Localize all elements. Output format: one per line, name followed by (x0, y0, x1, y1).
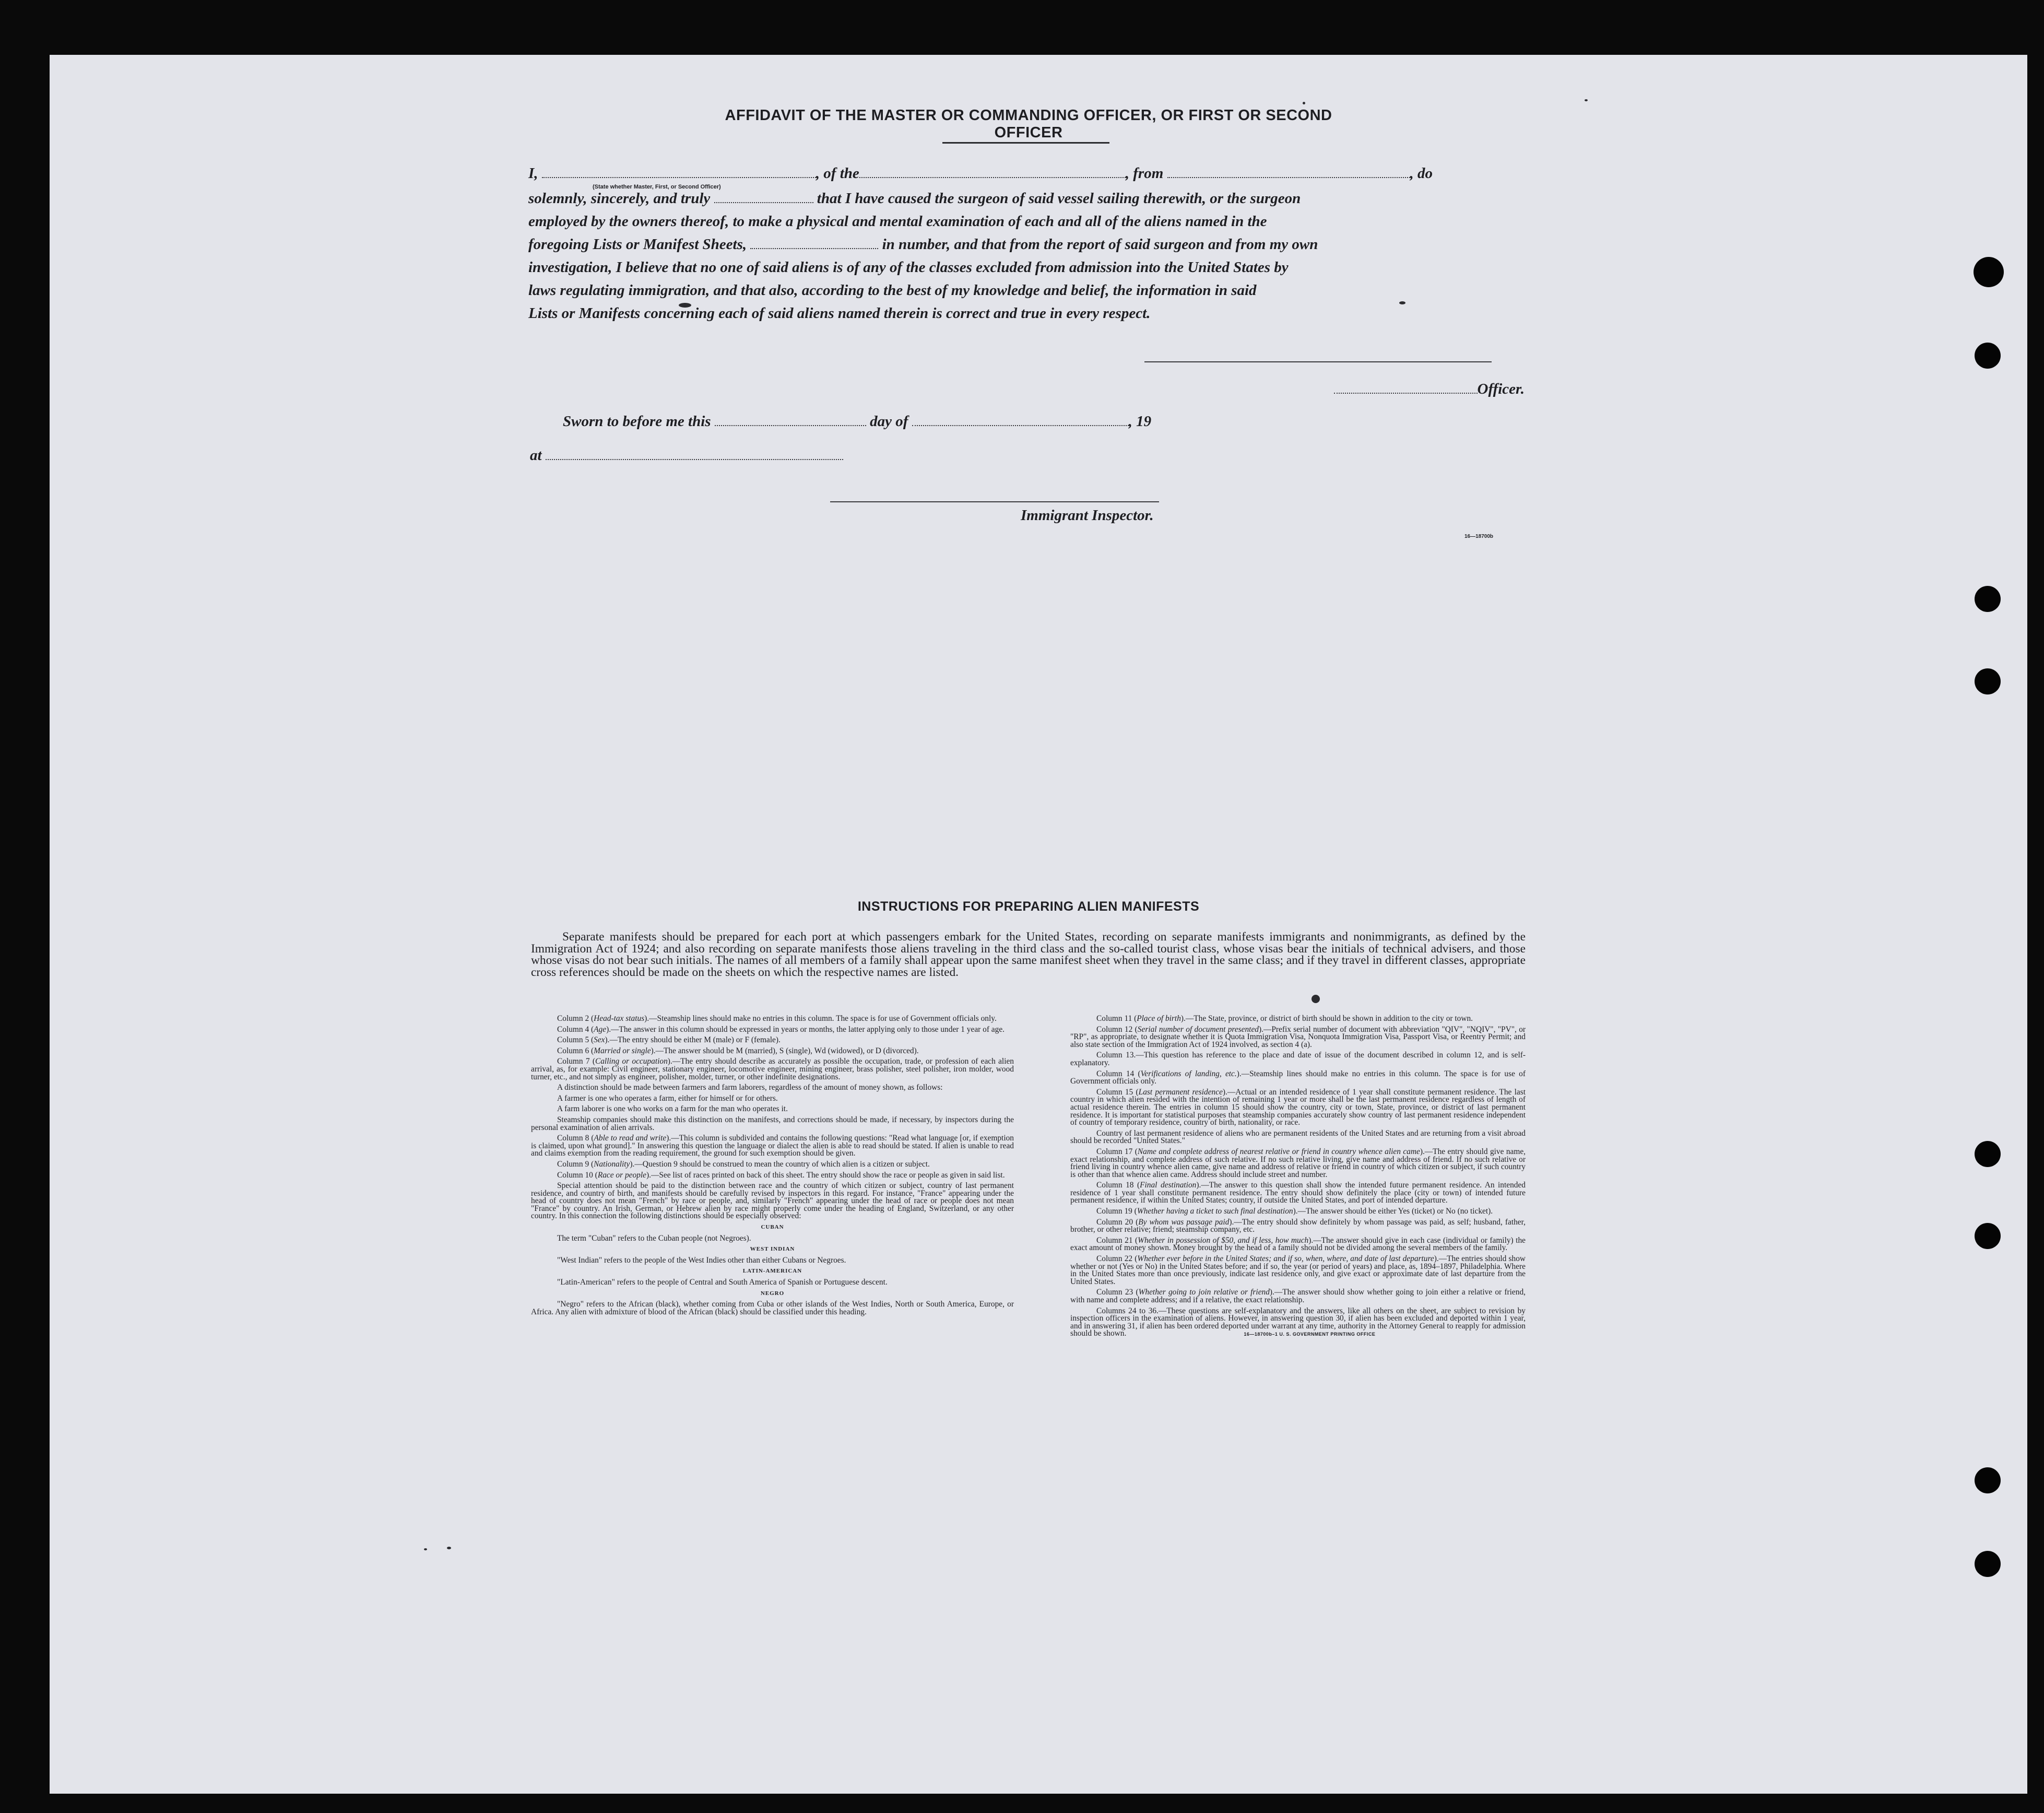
printing-office-footer: 16—18700b–1 U. S. GOVERNMENT PRINTING OFFICE (1244, 1332, 1376, 1337)
farm-laborer-definition: A farm laborer is one who works on a farm for the man who operates it. (557, 1104, 788, 1114)
column-12-instruction: Column 12 (Serial number of document presented).—Prefix serial number of document with abbreviation "QIV", "NQIV", "PV", or "RP", as appropriate, to designate whether it is Quota Immigration Visa, Nonquota Immigration Visa, Passport Visa, or Reentry Permit; and also state section of the Immigration Act of 1924 involved, as section 4 (a). (1070, 1025, 1526, 1049)
column-20-instruction: Column 20 (By whom was passage paid).—The entry should show definitely by whom passage was paid, as self; husband, father, brother, or other relative; friend; steamship company, etc. (1070, 1217, 1526, 1234)
column-22-instruction: Column 22 (Whether ever before in the United States; and if so, when, where, and date of last departure).—The entries should show whether or not (Yes or No) in the United States before; and if so, the year (or period of years) and place, as, 1894–1897, Philadelphia. Where in the United States more than once previously, indicate last residence only, and give exact or approximate date of last departure from the United States. (1070, 1254, 1526, 1286)
officer-rank-note: (State whether Master, First, or Second Officer) (593, 184, 721, 190)
sworn-day-field[interactable] (715, 411, 866, 426)
affidavit-line-6: laws regulating immigration, and that also, according to the best of my knowledge and belief, the information in said (528, 282, 1257, 299)
binder-hole (1975, 1467, 2001, 1493)
binder-hole (1975, 1551, 2001, 1577)
affidavit-text: solemnly, sincerely, and truly (528, 190, 711, 207)
instructions-intro: Separate manifests should be prepared for each port at which passengers embark for the United States, recording on separate manifests immigrants and nonimmigrants, as defined by the Immigration Act of 1924; and also recording on separate manifests those aliens traveling in the third class and the so-called tourist class, whose visas bear the initials of technical advisers, and those whose visas do not bear such initials. The names of all members of a family shall appear upon the same manifest sheet when they travel in the same class; and if they travel in different classes, appropriate cross references should be made on the sheets on which the respective names are listed. (531, 930, 1526, 979)
binder-hole (1975, 668, 2001, 694)
scan-speck (1312, 995, 1320, 1003)
binder-hole (1975, 343, 2001, 369)
scan-speck (447, 1547, 451, 1549)
form-number: 16—18700b (1464, 534, 1494, 539)
officer-name-field[interactable] (542, 163, 816, 178)
column-13-instruction: Column 13.—This question has reference to the place and date of issue of the document described in column 12, and is self-explanatory. (1070, 1051, 1526, 1067)
sworn-day-of: day of (870, 413, 908, 430)
heading-cuban: CUBAN (761, 1224, 784, 1231)
cuban-definition: The term "Cuban" refers to the Cuban people (not Negroes). (557, 1233, 751, 1243)
sheet-count-field[interactable] (750, 234, 878, 249)
west-indian-definition: "West Indian" refers to the people of the West Indies other than either Cubans or Negroes. (557, 1255, 846, 1265)
column-14-instruction: Column 14 (Verifications of landing, etc.).—Steamship lines should make no entries in this column. The space is for use of Government officials only. (1070, 1069, 1526, 1086)
column-23-instruction: Column 23 (Whether going to join relative or friend).—The answer should show whether going to join either a relative or friend, with name and complete address; and if a relative, the exact relationship. (1070, 1288, 1526, 1304)
special-attention-note: Special attention should be paid to the distinction between race and the country of which citizen or subject, country of last permanent residence, and country of birth, and manifests should be carefully revised by inspectors in this regard. For instance, "France" appearing under the head of country does not mean "French" by race or people, and, similarly "French" appearing under the head of race or people does not mean "France" by country. An Irish, German, or Hebrew alien by race might properly come under the heading of England, Switzerland, or any other country. In this connection the following distinctions should be especially observed: (531, 1181, 1014, 1221)
column-9-instruction: Column 9 (Nationality).—Question 9 should be construed to mean the country of which alien is a citizen or subject. (557, 1159, 930, 1169)
column-6-instruction: Column 6 (Married or single).—The answer should be M (married), S (single), Wd (widowed), or D (divorced). (557, 1046, 919, 1055)
scan-speck (424, 1548, 427, 1550)
country-residence-note: Country of last permanent residence of aliens who are permanent residents of the United States and are returning from a visit abroad should be recorded "United States." (1070, 1128, 1526, 1146)
affidavit-i: I, (528, 165, 538, 182)
at-place-field[interactable] (546, 445, 843, 460)
at-label: at (530, 447, 542, 464)
affidavit-line-2 (528, 187, 1526, 210)
affidavit-title: AFFIDAVIT OF THE MASTER OR COMMANDING OFFICER, OR FIRST OR SECOND OFFICER (725, 107, 1332, 141)
sworn-year: , 19 (1128, 413, 1152, 430)
column-17-instruction: Column 17 (Name and complete address of nearest relative or friend in country whence alien came).—The entry should give name, exact relationship, and complete address of such relative. If no such relative living, give name and address of friend. If no such relative or friend living in country whence alien came, give name and address of relative or friend in country of which citizen or subject, if such country is other than that whence alien came. Address should include street and number. (1070, 1147, 1526, 1179)
officer-label: Officer. (1477, 381, 1525, 397)
sworn-row (563, 410, 1151, 433)
column-8-instruction: Column 8 (Able to read and write).—This column is subdivided and contains the following questions: "Read what language [or, if exemption is claimed, upon what ground]." In answering this question the language or dialect the alien is able to read should be stated. If alien is unable to read and claims exemption from the reading requirement, the ground for such exemption should be given. (531, 1134, 1014, 1158)
affidavit-line-7: Lists or Manifests concerning each of said aliens named therein is correct and true in every respect. (528, 305, 1151, 322)
affidavit-text: foregoing Lists or Manifest Sheets, (528, 236, 747, 253)
affidavit-line-5: investigation, I believe that no one of said aliens is of any of the classes excluded from admission into the United States by (528, 259, 1289, 276)
farmer-definition: A farmer is one who operates a farm, either for himself or for others. (557, 1093, 778, 1103)
affidavit-line-3: employed by the owners thereof, to make a physical and mental examination of each and all of the aliens named in the (528, 213, 1267, 230)
officer-signature-field[interactable] (1334, 379, 1478, 394)
affidavit-line-4 (528, 233, 1526, 256)
column-5-instruction: Column 5 (Sex).—The entry should be either M (male) or F (female). (557, 1035, 781, 1045)
column-15-instruction: Column 15 (Last permanent residence).—Actual or an intended residence of 1 year shall constitute permanent residence. The last country in which alien resided with the intention of remaining 1 year or more shall be the last permanent residence regardless of length of actual residence therein. The entries in column 15 should show the country, city or town, State, province, or district of last permanent residence. It is important for statistical purposes that steamship companies accurately show country of last permanent residence independent of country of temporary residence, country of birth, nationality, or race. (1070, 1087, 1526, 1127)
instructions-title: INSTRUCTIONS FOR PREPARING ALIEN MANIFESTS (857, 899, 1200, 914)
affidavit-line-1 (528, 162, 1526, 185)
sworn-month-field[interactable] (912, 411, 1129, 426)
farmer-distinction: A distinction should be made between farmers and farm laborers, regardless of the amount of money shown, as follows: (557, 1083, 943, 1092)
column-4-instruction: Column 4 (Age).—The answer in this column should be expressed in years or months, the latter applying only to those under 1 year of age. (557, 1025, 1005, 1034)
inspector-label: Immigrant Inspector. (1021, 507, 1154, 524)
binder-hole (1974, 257, 2004, 287)
heading-west-indian: WEST INDIAN (750, 1246, 795, 1253)
scan-speck (1585, 99, 1588, 101)
column-2-instruction: Column 2 (Head-tax status).—Steamship lines should make no entries in this column. The space is for use of Government officials only. (557, 1014, 997, 1023)
instructions-left-column (531, 1015, 1014, 1319)
heading-latin-american: LATIN-AMERICAN (742, 1268, 802, 1275)
instructions-right-column (1070, 1015, 1526, 1341)
inspector-signature-line[interactable] (830, 501, 1159, 502)
from-port-field[interactable] (1167, 163, 1410, 178)
latin-american-definition: "Latin-American" refers to the people of Central and South America of Spanish or Portuguese descent. (557, 1278, 888, 1287)
title-rule (942, 142, 1109, 144)
column-19-instruction: Column 19 (Whether having a ticket to such final destination).—The answer should be either Yes (ticket) or No (no ticket). (1096, 1207, 1493, 1216)
at-row (530, 444, 843, 467)
column-11-instruction: Column 11 (Place of birth).—The State, province, or district of birth should be shown in addition to the city or town. (1096, 1014, 1473, 1023)
column-18-instruction: Column 18 (Final destination).—The answer to this question shall show the intended future permanent residence. An intended residence of 1 year shall constitute permanent residence. The entry should show definitely the place (city or town) of intended future permanent residence, if within the United States; country, if outside the United States, and port of intended departure. (1070, 1181, 1526, 1205)
column-7-instruction: Column 7 (Calling or occupation).—The entry should describe as accurately as possible the occupation, trade, or profession of each alien arrival, as, for example: Civil engineer, stationary engineer, locomotive engineer, mining engineer, brass polisher, steel polisher, iron molder, wood turner, etc., and not simply as engineer, polisher, molder, turner, or other indefinite designations. (531, 1057, 1014, 1081)
binder-hole (1975, 1223, 2001, 1249)
scan-speck (1303, 102, 1305, 104)
affidavit-from: , from (1125, 165, 1164, 182)
heading-negro: NEGRO (760, 1290, 785, 1297)
negro-definition: "Negro" refers to the African (black), whether coming from Cuba or other islands of the West Indies, North or South America, Europe, or Africa. Any alien with admixture of blood of the African (black) should be classified under this heading. (531, 1300, 1014, 1316)
sworn-prefix: Sworn to before me this (563, 413, 711, 430)
column-21-instruction: Column 21 (Whether in possession of $50, and if less, how much).—The answer should give in each case (individual or family) the exact amount of money shown. Money brought by the head of a family should not be divided among the several members of the family. (1070, 1235, 1526, 1253)
affidavit-do: , do (1410, 165, 1433, 182)
columns-24-36-instruction: Columns 24 to 36.—These questions are self-explanatory and the answers, like all others on the sheet, are subject to revision by inspection officers in the examination of aliens. However, in answering question 30, if alien has been excluded and deported within 1 year, and in answering 31, if alien has been ordered deported under warrant at any time, authority in the Attorney General to reapply for admission should be shown. 16—18700b–1 U. S. GOVERNMENT PRINTING OFFICE (1070, 1306, 1526, 1338)
oath-field[interactable] (714, 189, 813, 203)
affidavit-text: that I have caused the surgeon of said vessel sailing therewith, or the surgeon (817, 190, 1301, 207)
steamship-note: Steamship companies should make this distinction on the manifests, and corrections should be made, if necessary, by inspectors during the personal examination of alien arrivals. (531, 1115, 1014, 1132)
affidavit-text: in number, and that from the report of said surgeon and from my own (882, 236, 1318, 253)
binder-hole (1975, 1141, 2001, 1167)
binder-hole (1975, 586, 2001, 612)
signature-line[interactable] (1144, 361, 1492, 362)
affidavit-of-the: , of the (816, 165, 859, 182)
column-10-instruction: Column 10 (Race or people).—See list of races printed on back of this sheet. The entry should show the race or people as given in said list. (557, 1170, 1005, 1180)
officer-signature-row (1316, 378, 1525, 401)
vessel-name-field[interactable] (859, 163, 1126, 178)
